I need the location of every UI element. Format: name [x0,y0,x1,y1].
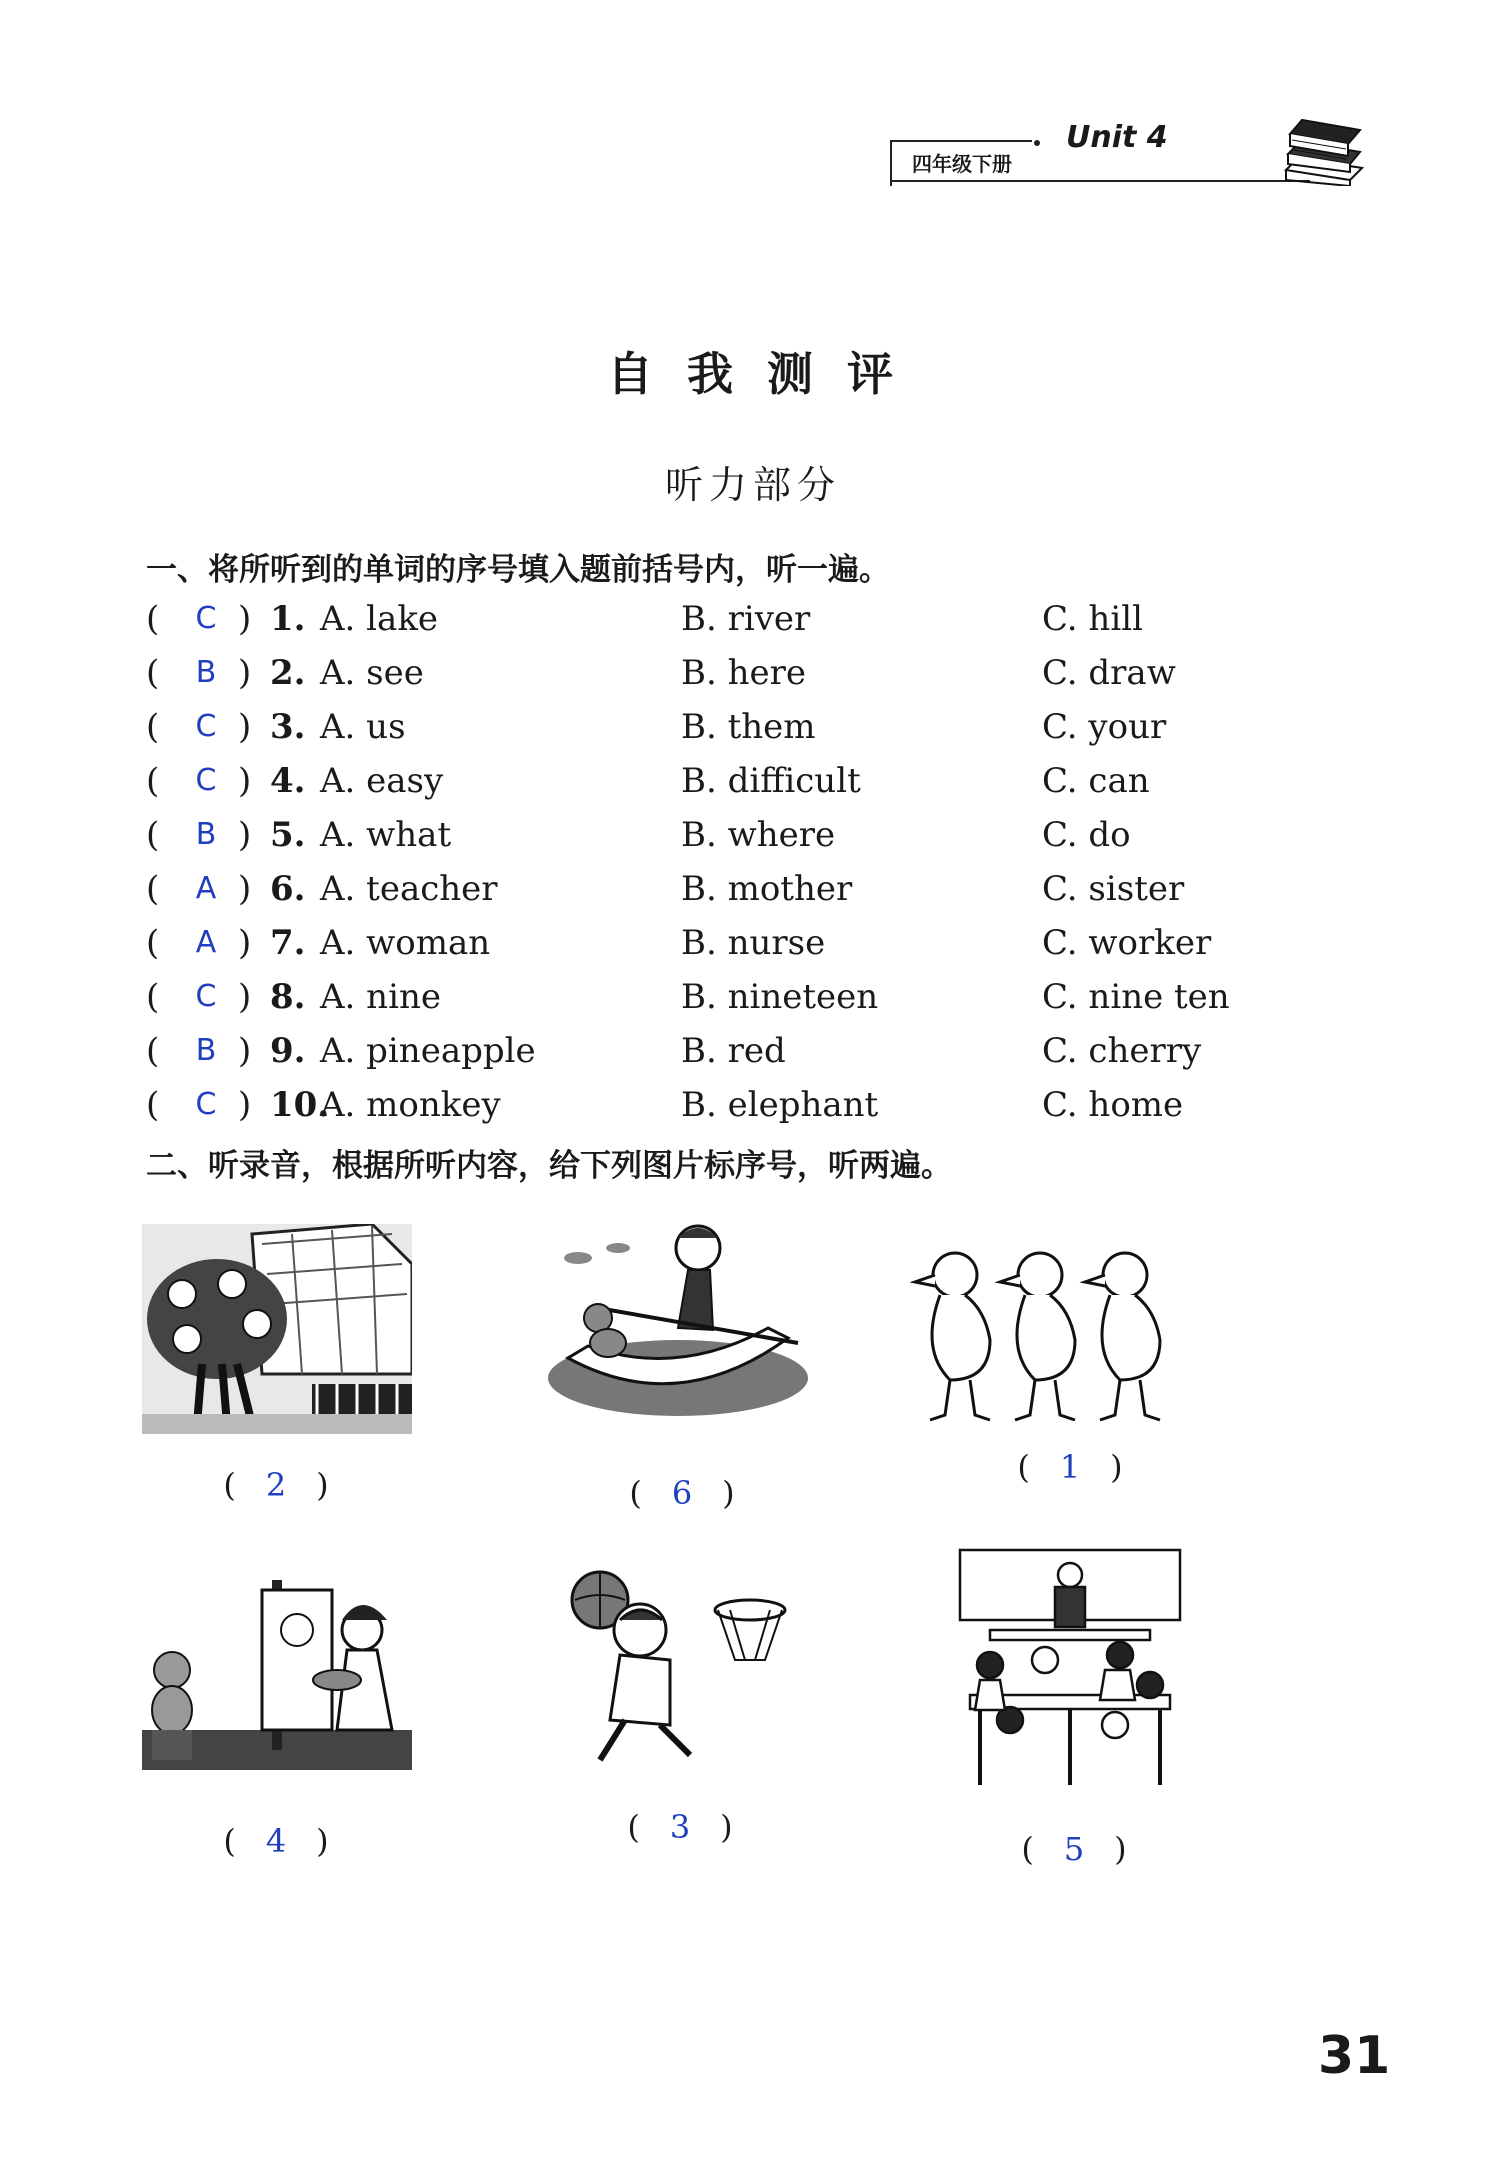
option-b: B. difficult [681,761,861,801]
close-paren: ) [238,1085,252,1125]
close-paren: ) [238,599,252,639]
option-a: A. woman [320,923,491,963]
page-subtitle: 听力部分 [664,463,841,507]
option-b: B. nurse [681,923,826,963]
answer-mark: B [195,655,217,690]
option-a: A. easy [320,761,444,801]
option-a: A. monkey [320,1085,501,1125]
close-paren: ) [238,923,252,963]
close-paren: ) [238,977,252,1017]
tree-house-picture [142,1224,412,1434]
close-paren: ) [238,653,252,693]
answer-mark: A [195,871,217,906]
option-a: A. lake [320,599,439,639]
question-number: 5. [270,815,306,855]
picture-answer: ( 6 ) [629,1474,735,1512]
section1-instruction: 一、将所听到的单词的序号填入题前括号内，听一遍。 [146,552,890,588]
option-b: B. nineteen [681,977,879,1017]
question-number: 2. [270,653,306,693]
answer-mark: C [195,1087,217,1122]
open-paren: ( [146,815,160,855]
open-paren: ( [146,707,160,747]
header-rule [890,180,1310,182]
question-row [146,754,1346,808]
answer-mark: B [195,1033,217,1068]
page-number: 31 [1318,2026,1391,2086]
answer-mark: A [195,925,217,960]
answer-mark: C [195,979,217,1014]
option-a: A. see [320,653,424,693]
open-paren: ( [146,761,160,801]
picture-answer: ( 5 ) [1021,1830,1127,1868]
question-row [146,592,1346,646]
painting-picture [142,1560,412,1770]
option-a: A. what [320,815,452,855]
page-title: 自我测评 [607,347,927,401]
option-b: B. river [681,599,811,639]
question-row [146,1078,1346,1132]
question-row [146,916,1346,970]
option-b: B. them [681,707,816,747]
open-paren: ( [146,869,160,909]
close-paren: ) [238,761,252,801]
question-number: 1. [270,599,306,639]
option-a: A. us [320,707,406,747]
question-row [146,646,1346,700]
option-c: C. worker [1042,923,1212,963]
option-b: B. elephant [681,1085,879,1125]
open-paren: ( [146,1031,160,1071]
picture-answer: ( 1 ) [1017,1448,1123,1486]
question-row [146,970,1346,1024]
answer-mark: C [195,709,217,744]
option-c: C. nine ten [1042,977,1230,1017]
option-b: B. here [681,653,806,693]
open-paren: ( [146,923,160,963]
question-row [146,1024,1346,1078]
open-paren: ( [146,653,160,693]
grade-label: 四年级下册 [890,140,1032,186]
close-paren: ) [238,1031,252,1071]
question-row [146,808,1346,862]
picture-answer: ( 4 ) [223,1822,329,1860]
open-paren: ( [146,977,160,1017]
close-paren: ) [238,707,252,747]
question-number: 9. [270,1031,306,1071]
question-number: 4. [270,761,306,801]
ducks-picture [910,1230,1180,1440]
answer-mark: C [195,763,217,798]
option-c: C. hill [1042,599,1143,639]
picture-answer: ( 3 ) [627,1808,733,1846]
answer-mark: C [195,601,217,636]
question-number: 7. [270,923,306,963]
option-c: C. cherry [1042,1031,1202,1071]
option-b: B. red [681,1031,786,1071]
answer-mark: B [195,817,217,852]
question-row [146,700,1346,754]
books-icon [1280,110,1364,186]
header-dot [1034,140,1040,146]
option-c: C. draw [1042,653,1176,693]
classroom-picture [950,1545,1190,1795]
option-c: C. can [1042,761,1150,801]
basketball-picture [540,1560,810,1770]
close-paren: ) [238,815,252,855]
close-paren: ) [238,869,252,909]
question-row [146,862,1346,916]
section2-instruction: 二、听录音，根据所听内容，给下列图片标序号，听两遍。 [146,1148,952,1184]
option-a: A. pineapple [320,1031,536,1071]
open-paren: ( [146,599,160,639]
question-number: 6. [270,869,306,909]
unit-label: Unit 4 [1066,120,1168,155]
option-b: B. mother [681,869,853,909]
option-b: B. where [681,815,836,855]
picture-answer: ( 2 ) [223,1466,329,1504]
option-c: C. home [1042,1085,1184,1125]
option-c: C. your [1042,707,1167,747]
boat-picture [538,1218,808,1428]
question-number: 8. [270,977,306,1017]
option-a: A. nine [320,977,441,1017]
open-paren: ( [146,1085,160,1125]
question-number: 10. [270,1085,330,1125]
option-c: C. sister [1042,869,1185,909]
option-c: C. do [1042,815,1131,855]
question-number: 3. [270,707,306,747]
option-a: A. teacher [320,869,498,909]
